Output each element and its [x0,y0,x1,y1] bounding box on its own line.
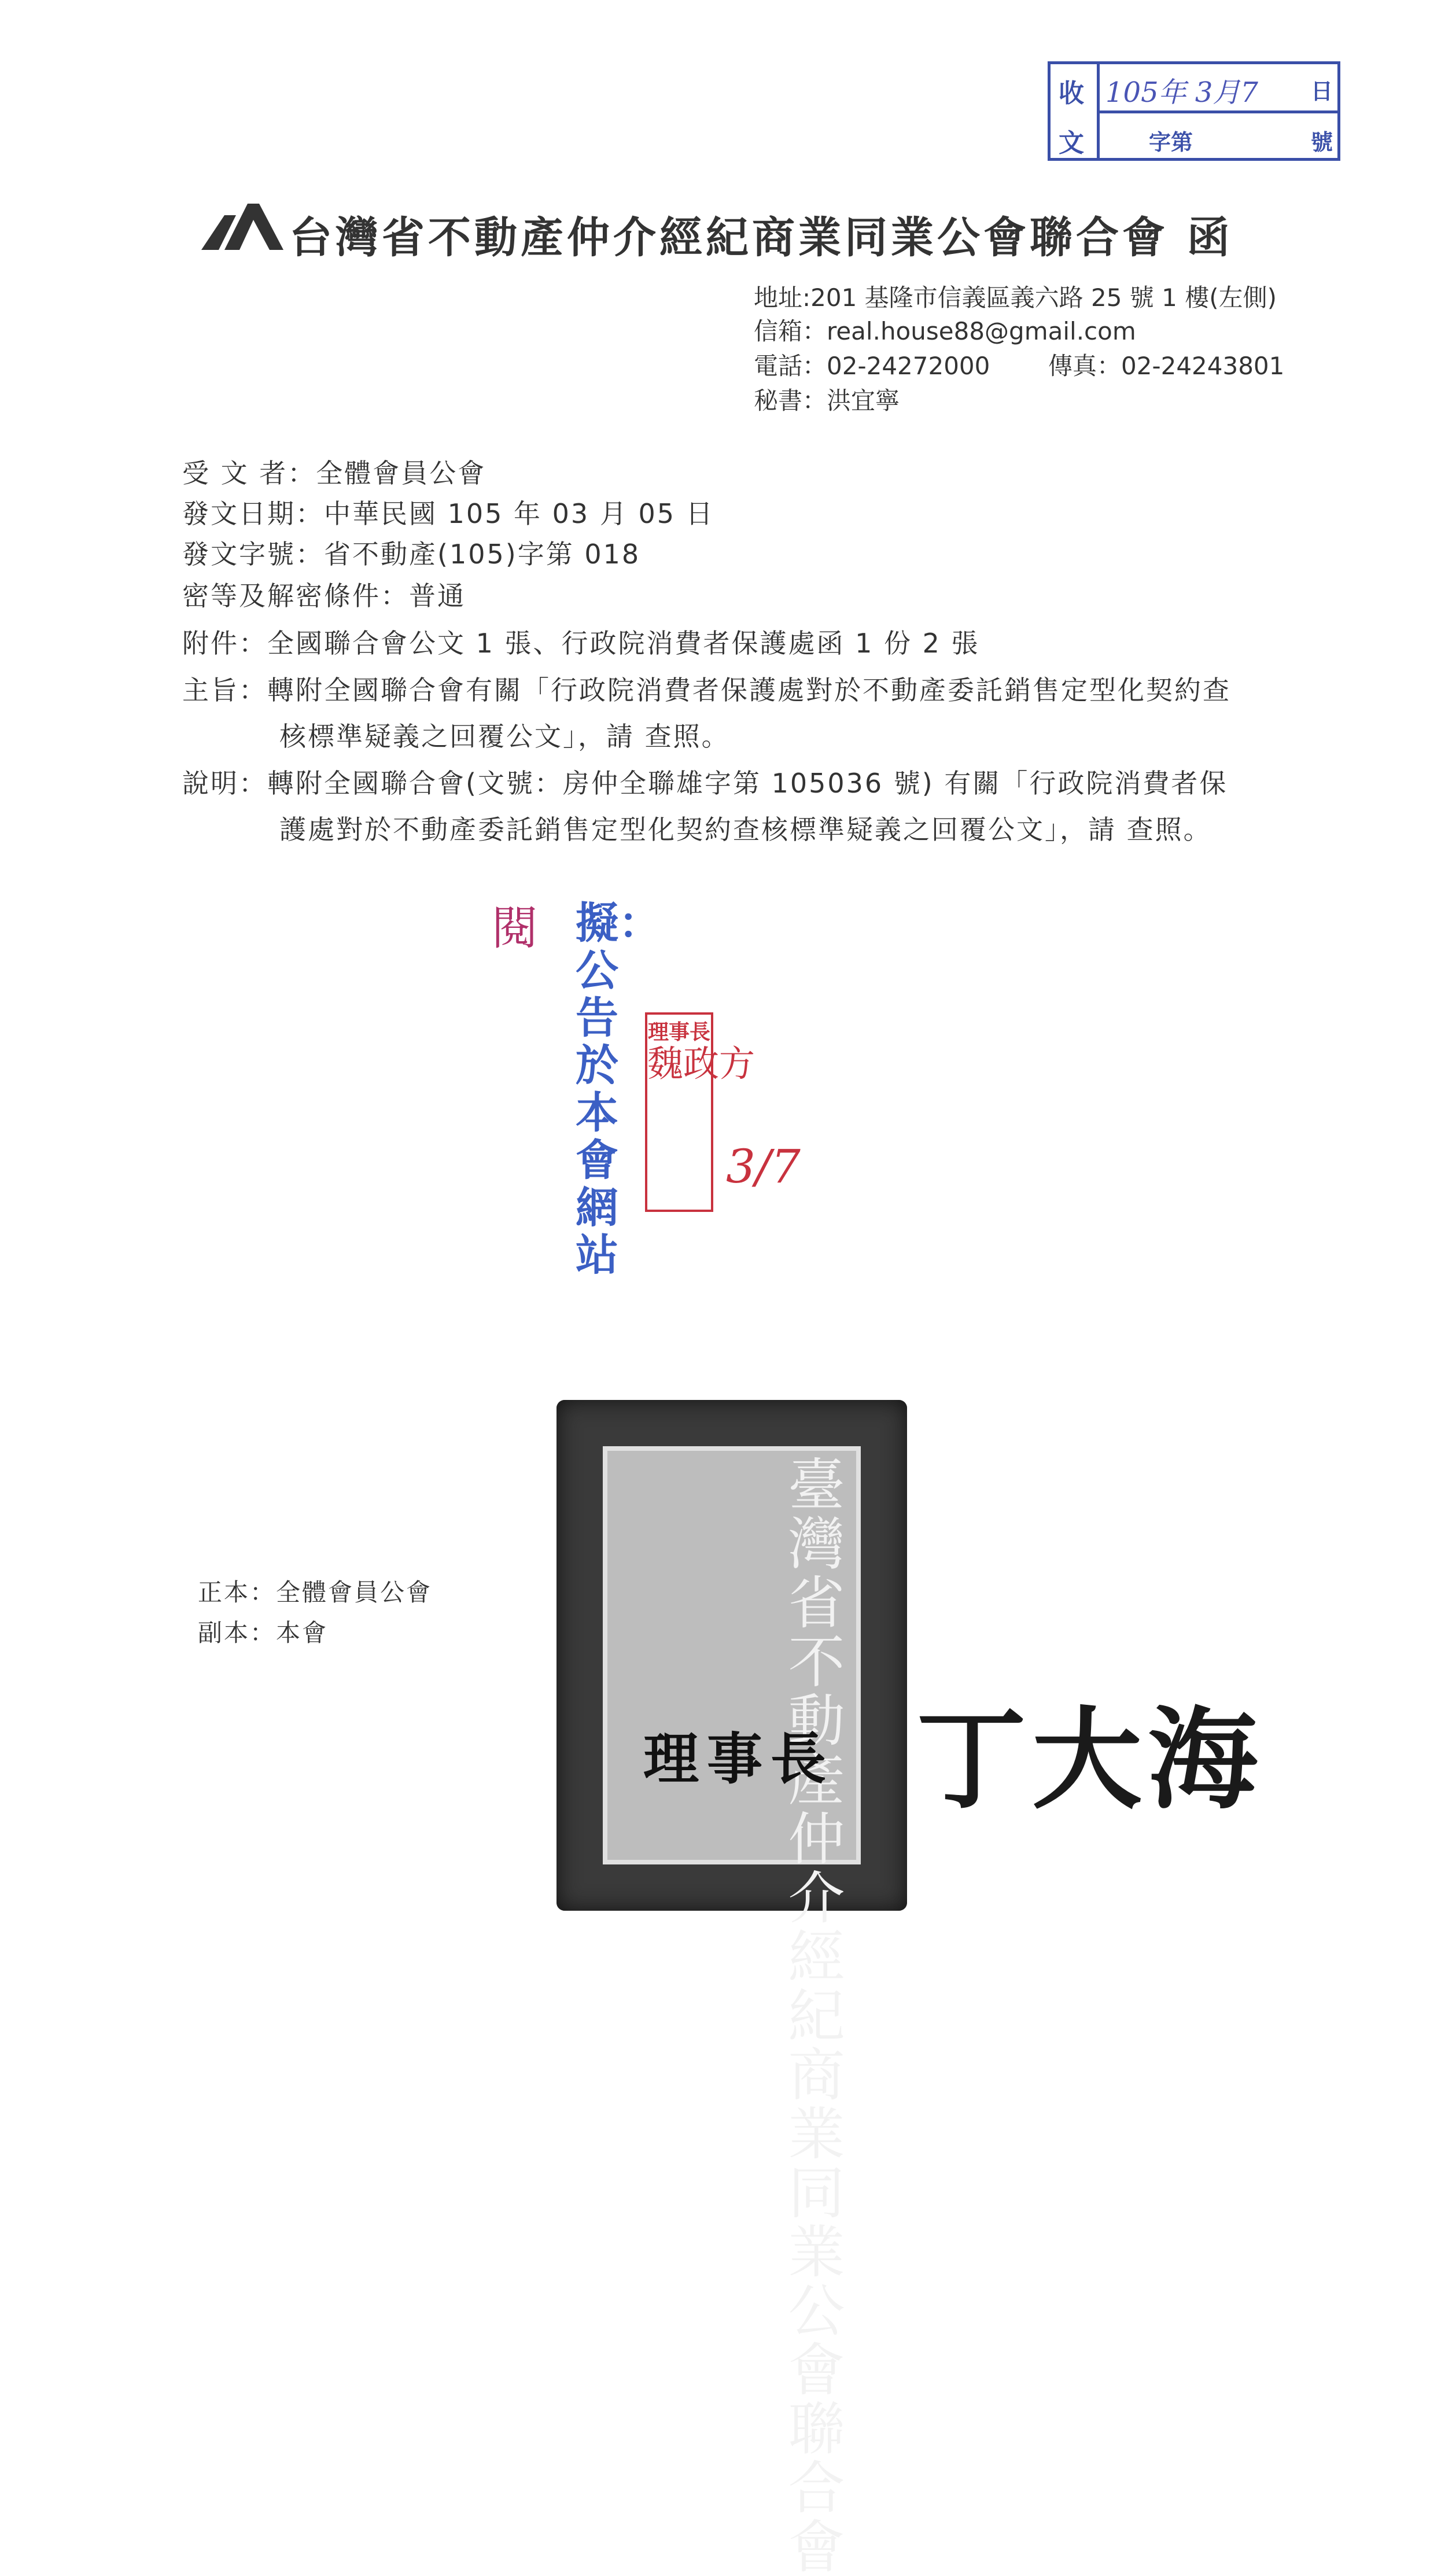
handwritten-note: 擬：公告於本會網站 [576,898,661,1280]
distribution-original: 正本：全體會員公會 [198,1578,433,1606]
issue-number: 發文字號：省不動產(105)字第 018 [182,539,641,570]
distribution-copy: 副本：本會 [198,1619,329,1647]
email: 信箱：real.house88@gmail.com [754,317,1136,345]
attachments: 附件：全國聯合會公文 1 張、行政院消費者保護處函 1 份 2 張 [182,628,980,659]
explanation-line-1: 說明：轉附全國聯合會(文號：房仲全聯雄字第 105036 號) 有關「行政院消費者保 [182,768,1228,799]
seal-lettering: 臺灣省不動產仲介經紀商業同業公會聯合會 [779,1455,845,2576]
sign-date: 3/7 [726,1140,801,1193]
stamp-received-date: 105年 3月7 [1105,76,1258,109]
stamp-number-label: 號 [1311,130,1333,155]
explanation-line-2: 護處對於不動產委託銷售定型化契約查核標準疑義之回覆公文」，請 查照。 [279,814,1212,845]
recipient: 受 文 者：全體會員公會 [182,458,487,489]
association-logo-icon [201,204,283,250]
stamp-label-document: 文 [1059,128,1084,158]
stamp-day-label: 日 [1311,79,1333,104]
chairman-approval-stamp [645,1012,755,1212]
fax: 傳真：02-24243801 [1048,352,1285,380]
chair-stamp-name: 魏政方 [647,1042,755,1085]
signature-name: 丁大海 [916,1695,1264,1824]
phone: 電話：02-24272000 [754,352,990,380]
address: 地址:201 基隆市信義區義六路 25 號 1 樓(左側) [754,283,1277,312]
stamp-label-receive: 收 [1059,79,1084,108]
stamp-divider [1097,110,1337,113]
official-seal [556,1400,907,2576]
stamp-ref-label: 字第 [1149,130,1193,155]
subject-line-2: 核標準疑義之回覆公文」，請 查照。 [279,721,730,752]
document-title: 台灣省不動產仲介經紀商業同業公會聯合會 函 [289,213,1233,263]
receipt-stamp [1048,61,1340,161]
read-mark: 閱 [492,901,538,955]
signature-title: 理事長 [643,1727,834,1792]
issue-date: 發文日期：中華民國 105 年 03 月 05 日 [182,498,714,529]
classification: 密等及解密條件：普通 [182,580,466,611]
subject-line-1: 主旨：轉附全國聯合會有關「行政院消費者保護處對於不動產委託銷售定型化契約查 [182,675,1231,706]
secretary: 秘書：洪宜寧 [754,386,900,415]
chair-stamp-title: 理事長 [647,1020,710,1044]
